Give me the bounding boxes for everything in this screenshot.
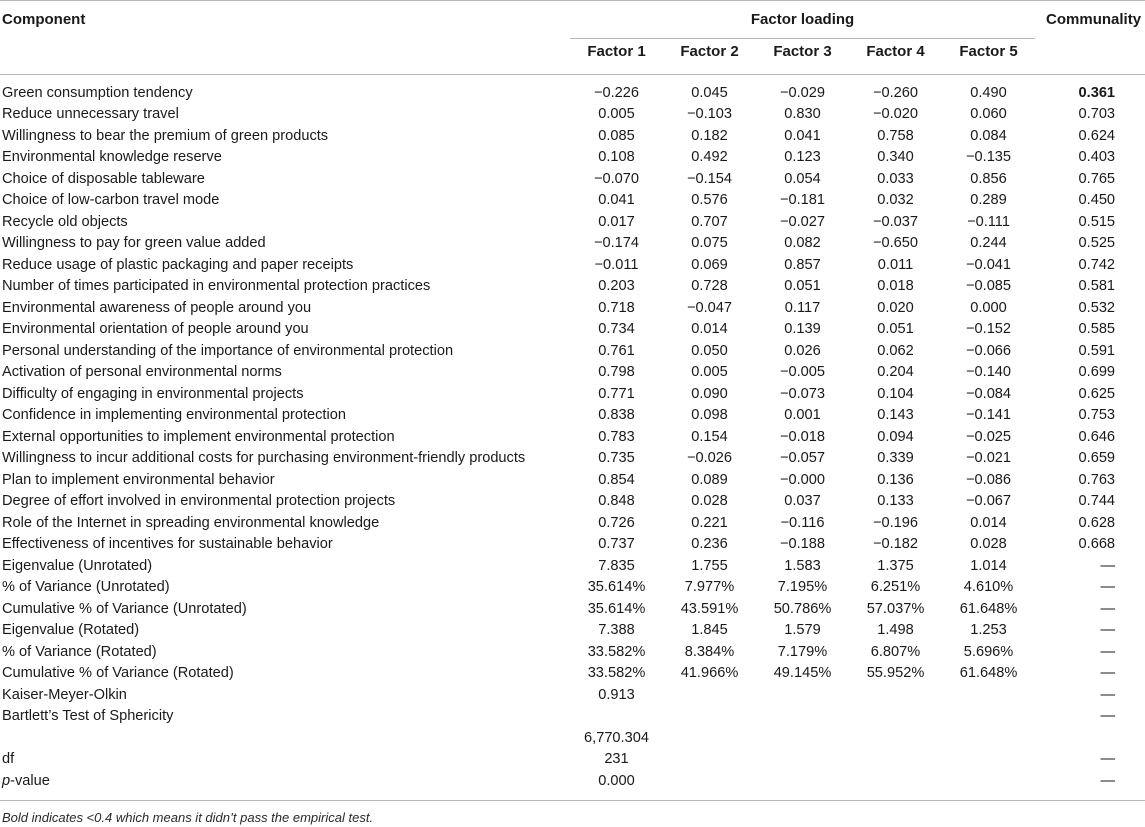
row-label: Personal understanding of the importance of environmental protection	[0, 341, 570, 363]
communality-value: —	[1035, 749, 1145, 771]
table-row	[0, 728, 1145, 750]
table-row	[0, 556, 1145, 578]
factor-4-value: 0.032	[849, 190, 942, 212]
factor-5-value: 0.060	[942, 104, 1035, 126]
factor-4-value: 0.204	[849, 362, 942, 384]
communality-value: 0.628	[1035, 513, 1145, 535]
factor-4-value: 0.133	[849, 491, 942, 513]
factor-3-value: −0.181	[756, 190, 849, 212]
factor-4-value	[849, 706, 942, 728]
factor-1-value: −0.174	[570, 233, 663, 255]
factor-3-value	[756, 728, 849, 750]
factor-1-value: 0.718	[570, 298, 663, 320]
table-row	[0, 706, 1145, 728]
factor-1-value: 0.041	[570, 190, 663, 212]
table-row	[0, 319, 1145, 341]
factor-5-value: 0.856	[942, 169, 1035, 191]
table-row	[0, 255, 1145, 277]
communality-value: 0.624	[1035, 126, 1145, 148]
communality-value: 0.361	[1035, 75, 1145, 105]
factor-5-value: 4.610%	[942, 577, 1035, 599]
communality-value: —	[1035, 685, 1145, 707]
factor-4-value: 0.062	[849, 341, 942, 363]
factor-3-value: 0.139	[756, 319, 849, 341]
row-label: Reduce usage of plastic packaging and paper receipts	[0, 255, 570, 277]
factor-5-value: −0.041	[942, 255, 1035, 277]
factor-1-header: Factor 1	[570, 39, 663, 75]
factor-1-value: 0.000	[570, 771, 663, 801]
factor-4-value: 0.020	[849, 298, 942, 320]
row-label: Choice of disposable tableware	[0, 169, 570, 191]
factor-4-value: −0.020	[849, 104, 942, 126]
factor-4-value: 0.011	[849, 255, 942, 277]
factor-2-value	[663, 706, 756, 728]
row-label: df	[0, 749, 570, 771]
factor-2-header: Factor 2	[663, 39, 756, 75]
factor-3-value: 0.857	[756, 255, 849, 277]
factor-4-value: 0.758	[849, 126, 942, 148]
factor-2-value: 0.005	[663, 362, 756, 384]
factor-4-value: 6.807%	[849, 642, 942, 664]
factor-5-value: −0.067	[942, 491, 1035, 513]
factor-5-value: −0.085	[942, 276, 1035, 298]
table-row	[0, 577, 1145, 599]
row-label: Role of the Internet in spreading environmental knowledge	[0, 513, 570, 535]
factor-1-value: 35.614%	[570, 577, 663, 599]
factor-3-value: 7.195%	[756, 577, 849, 599]
factor-3-value: 0.041	[756, 126, 849, 148]
factor-5-value	[942, 728, 1035, 750]
factor-3-value: −0.005	[756, 362, 849, 384]
factor-1-value: 0.085	[570, 126, 663, 148]
factor-5-value: 61.648%	[942, 663, 1035, 685]
table-row	[0, 405, 1145, 427]
table-row	[0, 233, 1145, 255]
communality-value: 0.403	[1035, 147, 1145, 169]
factor-5-value: −0.141	[942, 405, 1035, 427]
communality-value: 0.525	[1035, 233, 1145, 255]
table-row	[0, 427, 1145, 449]
row-label-rest: -value	[10, 773, 50, 789]
factor-4-value	[849, 685, 942, 707]
factor-3-value: −0.116	[756, 513, 849, 535]
factor-2-value: 0.221	[663, 513, 756, 535]
factor-2-value: 8.384%	[663, 642, 756, 664]
factor-3-value: 0.051	[756, 276, 849, 298]
communality-value: 0.532	[1035, 298, 1145, 320]
factor-3-value: −0.188	[756, 534, 849, 556]
communality-header: Communality	[1035, 1, 1145, 39]
factor-3-value: 0.001	[756, 405, 849, 427]
factor-3-value: 0.037	[756, 491, 849, 513]
communality-value: —	[1035, 556, 1145, 578]
factor-4-value: 0.339	[849, 448, 942, 470]
row-label: External opportunities to implement environmental protection	[0, 427, 570, 449]
factor-5-value: 0.000	[942, 298, 1035, 320]
table-row	[0, 448, 1145, 470]
component-header-spacer	[0, 39, 570, 75]
table-row	[0, 749, 1145, 771]
row-label: Cumulative % of Variance (Rotated)	[0, 663, 570, 685]
communality-value: —	[1035, 706, 1145, 728]
factor-1-value: 0.726	[570, 513, 663, 535]
factor-4-value: 0.104	[849, 384, 942, 406]
factor-1-value: 0.913	[570, 685, 663, 707]
row-label: Recycle old objects	[0, 212, 570, 234]
row-label: Activation of personal environmental norms	[0, 362, 570, 384]
factor-4-value: 0.033	[849, 169, 942, 191]
factor-1-value: 0.783	[570, 427, 663, 449]
row-label: Number of times participated in environmental protection practices	[0, 276, 570, 298]
row-label: Willingness to incur additional costs for purchasing environment-friendly products	[0, 448, 570, 470]
communality-value: —	[1035, 577, 1145, 599]
factor-4-value: 0.051	[849, 319, 942, 341]
factor-5-value	[942, 706, 1035, 728]
table-body	[0, 75, 1145, 801]
communality-value: 0.515	[1035, 212, 1145, 234]
factor-3-value	[756, 749, 849, 771]
factor-4-header: Factor 4	[849, 39, 942, 75]
factor-4-value: 0.143	[849, 405, 942, 427]
factor-1-value: 6,770.304	[570, 728, 663, 750]
communality-value: 0.646	[1035, 427, 1145, 449]
table-row	[0, 685, 1145, 707]
factor-5-value: −0.066	[942, 341, 1035, 363]
factor-4-value	[849, 728, 942, 750]
factor-4-value: −0.182	[849, 534, 942, 556]
factor-4-value: −0.260	[849, 75, 942, 105]
factor-2-value: 0.182	[663, 126, 756, 148]
factor-2-value: −0.047	[663, 298, 756, 320]
factor-2-value: 0.050	[663, 341, 756, 363]
factor-4-value: 1.375	[849, 556, 942, 578]
factor-1-value: 0.798	[570, 362, 663, 384]
factor-1-value: 0.203	[570, 276, 663, 298]
factor-2-value: 0.492	[663, 147, 756, 169]
factor-1-value: 33.582%	[570, 642, 663, 664]
communality-value: —	[1035, 620, 1145, 642]
communality-value: 0.659	[1035, 448, 1145, 470]
factor-5-value	[942, 771, 1035, 801]
table-row	[0, 384, 1145, 406]
factor-2-value: 7.977%	[663, 577, 756, 599]
table-row	[0, 341, 1145, 363]
factor-1-value: 0.854	[570, 470, 663, 492]
factor-5-value: 0.014	[942, 513, 1035, 535]
row-label: Environmental orientation of people around you	[0, 319, 570, 341]
factor-3-value	[756, 771, 849, 801]
factor-2-value	[663, 728, 756, 750]
factor-2-value: 0.090	[663, 384, 756, 406]
factor-5-value: 1.253	[942, 620, 1035, 642]
factor-4-value: 6.251%	[849, 577, 942, 599]
factor-3-header: Factor 3	[756, 39, 849, 75]
factor-5-value: 0.490	[942, 75, 1035, 105]
table-row	[0, 599, 1145, 621]
table-row	[0, 75, 1145, 105]
table-row	[0, 276, 1145, 298]
row-label: Environmental knowledge reserve	[0, 147, 570, 169]
factor-2-value: 0.069	[663, 255, 756, 277]
row-label: Willingness to bear the premium of green products	[0, 126, 570, 148]
factor-1-value: 7.835	[570, 556, 663, 578]
table-row	[0, 470, 1145, 492]
header-row-top	[0, 1, 1145, 39]
communality-value: 0.765	[1035, 169, 1145, 191]
factor-2-value: 43.591%	[663, 599, 756, 621]
factor-2-value: 41.966%	[663, 663, 756, 685]
factor-3-value: 0.123	[756, 147, 849, 169]
table-row	[0, 190, 1145, 212]
factor-2-value	[663, 685, 756, 707]
factor-4-value	[849, 771, 942, 801]
factor-1-value: 0.737	[570, 534, 663, 556]
factor-1-value: 35.614%	[570, 599, 663, 621]
factor-1-value: −0.070	[570, 169, 663, 191]
factor-2-value: −0.103	[663, 104, 756, 126]
communality-value: 0.703	[1035, 104, 1145, 126]
factor-3-value: 50.786%	[756, 599, 849, 621]
factor-5-value: −0.021	[942, 448, 1035, 470]
factor-4-value: −0.650	[849, 233, 942, 255]
table-row	[0, 513, 1145, 535]
communality-value: —	[1035, 642, 1145, 664]
row-label: Cumulative % of Variance (Unrotated)	[0, 599, 570, 621]
factor-1-value: 0.735	[570, 448, 663, 470]
table-row	[0, 147, 1145, 169]
factor-3-value	[756, 685, 849, 707]
communality-value: 0.591	[1035, 341, 1145, 363]
factor-4-value: 0.340	[849, 147, 942, 169]
communality-value: 0.763	[1035, 470, 1145, 492]
factor-5-value: 1.014	[942, 556, 1035, 578]
factor-2-value: 0.089	[663, 470, 756, 492]
factor-4-value: −0.196	[849, 513, 942, 535]
factor-4-value: 0.018	[849, 276, 942, 298]
factor-2-value: −0.154	[663, 169, 756, 191]
row-label: Plan to implement environmental behavior	[0, 470, 570, 492]
factor-3-value	[756, 706, 849, 728]
row-label: Green consumption tendency	[0, 75, 570, 105]
factor-5-value: −0.111	[942, 212, 1035, 234]
row-label: Eigenvalue (Rotated)	[0, 620, 570, 642]
table-row	[0, 663, 1145, 685]
factor-2-value: 0.045	[663, 75, 756, 105]
factor-4-value	[849, 749, 942, 771]
footnote: Bold indicates <0.4 which means it didn’t pass the empirical test.	[0, 801, 1145, 827]
factor-1-value: 0.848	[570, 491, 663, 513]
table-row	[0, 169, 1145, 191]
table-row	[0, 362, 1145, 384]
table-row	[0, 298, 1145, 320]
factor-1-value: −0.011	[570, 255, 663, 277]
row-label: Eigenvalue (Unrotated)	[0, 556, 570, 578]
row-label: Reduce unnecessary travel	[0, 104, 570, 126]
row-label: Effectiveness of incentives for sustainable behavior	[0, 534, 570, 556]
table-row	[0, 126, 1145, 148]
factor-5-value: 5.696%	[942, 642, 1035, 664]
table-row	[0, 771, 1145, 801]
factor-3-value: −0.018	[756, 427, 849, 449]
footnote-row	[0, 801, 1145, 827]
row-label-italic: p	[2, 773, 10, 789]
factor-1-value: 7.388	[570, 620, 663, 642]
factor-3-value: −0.000	[756, 470, 849, 492]
row-label: Difficulty of engaging in environmental projects	[0, 384, 570, 406]
factor-3-value: 0.026	[756, 341, 849, 363]
factor-3-value: 0.054	[756, 169, 849, 191]
factor-3-value: −0.057	[756, 448, 849, 470]
component-header: Component	[0, 1, 570, 39]
factor-5-value	[942, 685, 1035, 707]
row-label: % of Variance (Rotated)	[0, 642, 570, 664]
factor-2-value: 0.014	[663, 319, 756, 341]
factor-2-value	[663, 749, 756, 771]
factor-2-value	[663, 771, 756, 801]
factor-2-value: 0.154	[663, 427, 756, 449]
table-row	[0, 642, 1145, 664]
factor-3-value: 7.179%	[756, 642, 849, 664]
row-label: Willingness to pay for green value added	[0, 233, 570, 255]
row-label	[0, 728, 570, 750]
factor-5-value: −0.140	[942, 362, 1035, 384]
communality-value: 0.668	[1035, 534, 1145, 556]
factor-3-value: 0.830	[756, 104, 849, 126]
factor-1-value: 0.771	[570, 384, 663, 406]
communality-value: 0.625	[1035, 384, 1145, 406]
row-label: Confidence in implementing environmental protection	[0, 405, 570, 427]
factor-5-value: 0.289	[942, 190, 1035, 212]
table-row	[0, 212, 1145, 234]
factor-1-value: 0.005	[570, 104, 663, 126]
factor-1-value: 231	[570, 749, 663, 771]
table-row	[0, 491, 1145, 513]
factor-5-value: −0.152	[942, 319, 1035, 341]
communality-value: —	[1035, 771, 1145, 801]
factor-1-value: −0.226	[570, 75, 663, 105]
factor-1-value: 0.838	[570, 405, 663, 427]
factor-1-value: 0.108	[570, 147, 663, 169]
table-row	[0, 534, 1145, 556]
factor-3-value: −0.029	[756, 75, 849, 105]
factor-2-value: 0.707	[663, 212, 756, 234]
row-label: % of Variance (Unrotated)	[0, 577, 570, 599]
factor-5-value: 61.648%	[942, 599, 1035, 621]
communality-value: —	[1035, 663, 1145, 685]
row-label: Kaiser-Meyer-Olkin	[0, 685, 570, 707]
factor-1-value	[570, 706, 663, 728]
factor-1-value: 0.761	[570, 341, 663, 363]
factor-2-value: −0.026	[663, 448, 756, 470]
row-label: Degree of effort involved in environmental protection projects	[0, 491, 570, 513]
communality-value: 0.744	[1035, 491, 1145, 513]
factor-1-value: 33.582%	[570, 663, 663, 685]
factor-5-value	[942, 749, 1035, 771]
factor-5-value: 0.244	[942, 233, 1035, 255]
factor-3-value: 1.583	[756, 556, 849, 578]
row-label: Environmental awareness of people around you	[0, 298, 570, 320]
factor-2-value: 0.576	[663, 190, 756, 212]
factor-2-value: 0.098	[663, 405, 756, 427]
factor-loading-header: Factor loading	[570, 1, 1035, 39]
factor-2-value: 1.845	[663, 620, 756, 642]
factor-4-value: 57.037%	[849, 599, 942, 621]
factor-5-value: −0.135	[942, 147, 1035, 169]
factor-5-header: Factor 5	[942, 39, 1035, 75]
factor-2-value: 1.755	[663, 556, 756, 578]
communality-value: 0.742	[1035, 255, 1145, 277]
factor-2-value: 0.028	[663, 491, 756, 513]
communality-value: 0.753	[1035, 405, 1145, 427]
factor-3-value: −0.027	[756, 212, 849, 234]
communality-value: 0.450	[1035, 190, 1145, 212]
table-row	[0, 104, 1145, 126]
factor-3-value: 1.579	[756, 620, 849, 642]
factor-4-value: −0.037	[849, 212, 942, 234]
factor-1-value: 0.017	[570, 212, 663, 234]
factor-3-value: 0.082	[756, 233, 849, 255]
factor-1-value: 0.734	[570, 319, 663, 341]
row-label: Choice of low-carbon travel mode	[0, 190, 570, 212]
factor-3-value: 0.117	[756, 298, 849, 320]
factor-2-value: 0.728	[663, 276, 756, 298]
factor-2-value: 0.236	[663, 534, 756, 556]
row-label: Bartlett’s Test of Sphericity	[0, 706, 570, 728]
factor-5-value: −0.084	[942, 384, 1035, 406]
factor-5-value: −0.086	[942, 470, 1035, 492]
communality-value: 0.699	[1035, 362, 1145, 384]
factor-4-value: 1.498	[849, 620, 942, 642]
factor-3-value: −0.073	[756, 384, 849, 406]
factor-5-value: 0.084	[942, 126, 1035, 148]
factor-4-value: 55.952%	[849, 663, 942, 685]
table-row	[0, 620, 1145, 642]
communality-value: 0.581	[1035, 276, 1145, 298]
factor-3-value: 49.145%	[756, 663, 849, 685]
factor-5-value: 0.028	[942, 534, 1035, 556]
factor-4-value: 0.136	[849, 470, 942, 492]
communality-value: 0.585	[1035, 319, 1145, 341]
factor-5-value: −0.025	[942, 427, 1035, 449]
communality-value	[1035, 728, 1145, 750]
communality-value: —	[1035, 599, 1145, 621]
communality-header-spacer	[1035, 39, 1145, 75]
header-row-factors	[0, 39, 1145, 75]
factor-4-value: 0.094	[849, 427, 942, 449]
factor-2-value: 0.075	[663, 233, 756, 255]
row-label	[0, 771, 570, 801]
